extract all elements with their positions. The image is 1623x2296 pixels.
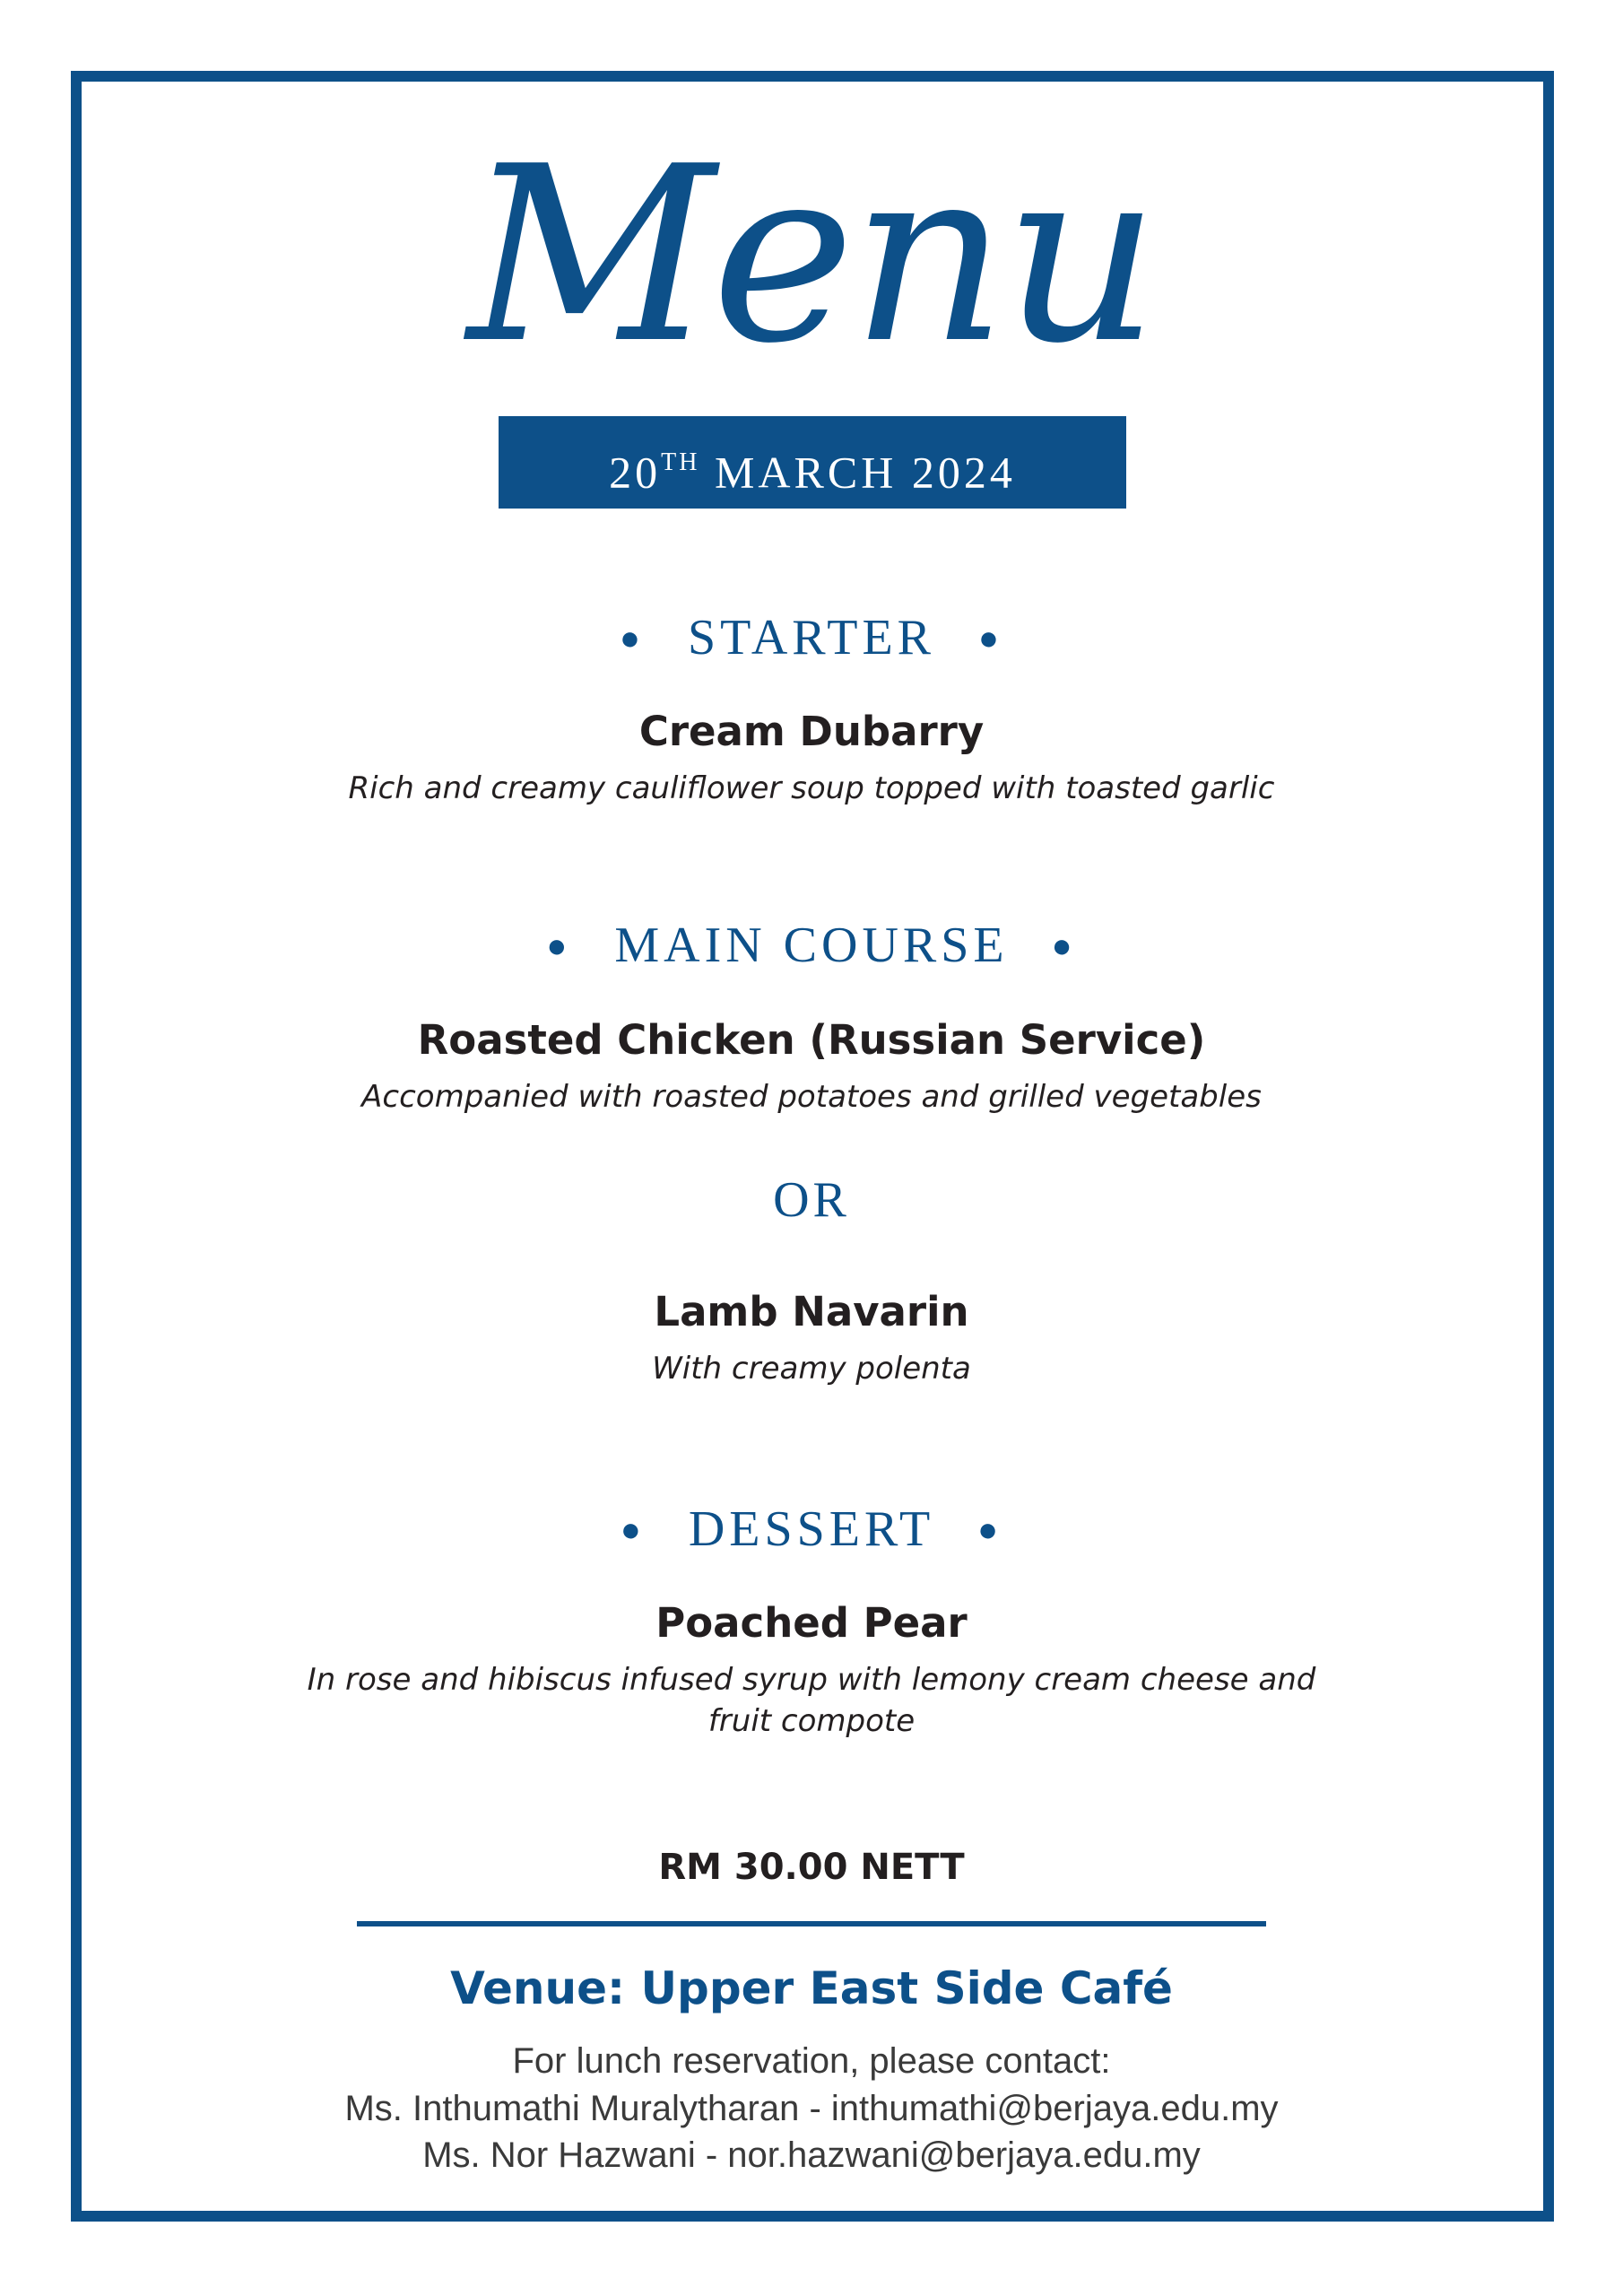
date-suffix: TH bbox=[661, 448, 700, 476]
footer-divider bbox=[357, 1921, 1266, 1926]
dessert-heading-label: DESSERT bbox=[688, 1501, 935, 1557]
bullet-dot-icon: ● bbox=[978, 620, 1003, 658]
venue-title: Venue: Upper East Side Café bbox=[450, 1962, 1173, 2014]
dessert-dish-description: In rose and hibiscus infused syrup with lemony cream cheese and fruit compote bbox=[307, 1662, 1316, 1739]
price-label: RM 30.00 NETT bbox=[658, 1847, 965, 1888]
main-or-separator: OR bbox=[773, 1172, 850, 1228]
section-heading-dessert bbox=[0, 1498, 1623, 1565]
contact-line-2: Ms. Nor Hazwani - nor.hazwani@berjaya.edu.my bbox=[422, 2135, 1201, 2175]
main-option1-name: Roasted Chicken (Russian Service) bbox=[417, 1016, 1206, 1064]
section-heading-main-course bbox=[0, 914, 1623, 981]
bullet-dot-icon: ● bbox=[620, 1511, 646, 1550]
date-banner bbox=[499, 416, 1126, 509]
bullet-dot-icon: ● bbox=[620, 620, 645, 658]
dessert-dish-name: Poached Pear bbox=[655, 1599, 968, 1647]
date-day: 20 bbox=[609, 447, 662, 498]
bullet-dot-icon: ● bbox=[1051, 927, 1077, 966]
main-option1-description: Accompanied with roasted potatoes and grilled vegetables bbox=[361, 1079, 1262, 1115]
starter-heading-label: STARTER bbox=[687, 610, 936, 665]
main-option2-name: Lamb Navarin bbox=[654, 1288, 969, 1335]
contact-line-1: Ms. Inthumathi Muralytharan - inthumathi@berjaya.edu.my bbox=[344, 2089, 1279, 2128]
date-month-year: MARCH 2024 bbox=[714, 447, 1016, 498]
bullet-dot-icon: ● bbox=[546, 927, 572, 966]
main-course-heading-label: MAIN COURSE bbox=[614, 918, 1009, 973]
menu-title: Menu bbox=[466, 114, 1157, 396]
contact-intro: For lunch reservation, please contact: bbox=[512, 2041, 1111, 2081]
starter-dish-description: Rich and creamy cauliflower soup topped with toasted garlic bbox=[348, 770, 1275, 806]
bullet-dot-icon: ● bbox=[977, 1511, 1003, 1550]
starter-dish-name: Cream Dubarry bbox=[638, 708, 985, 755]
main-option2-description: With creamy polenta bbox=[652, 1351, 971, 1387]
section-heading-starter bbox=[0, 606, 1623, 674]
